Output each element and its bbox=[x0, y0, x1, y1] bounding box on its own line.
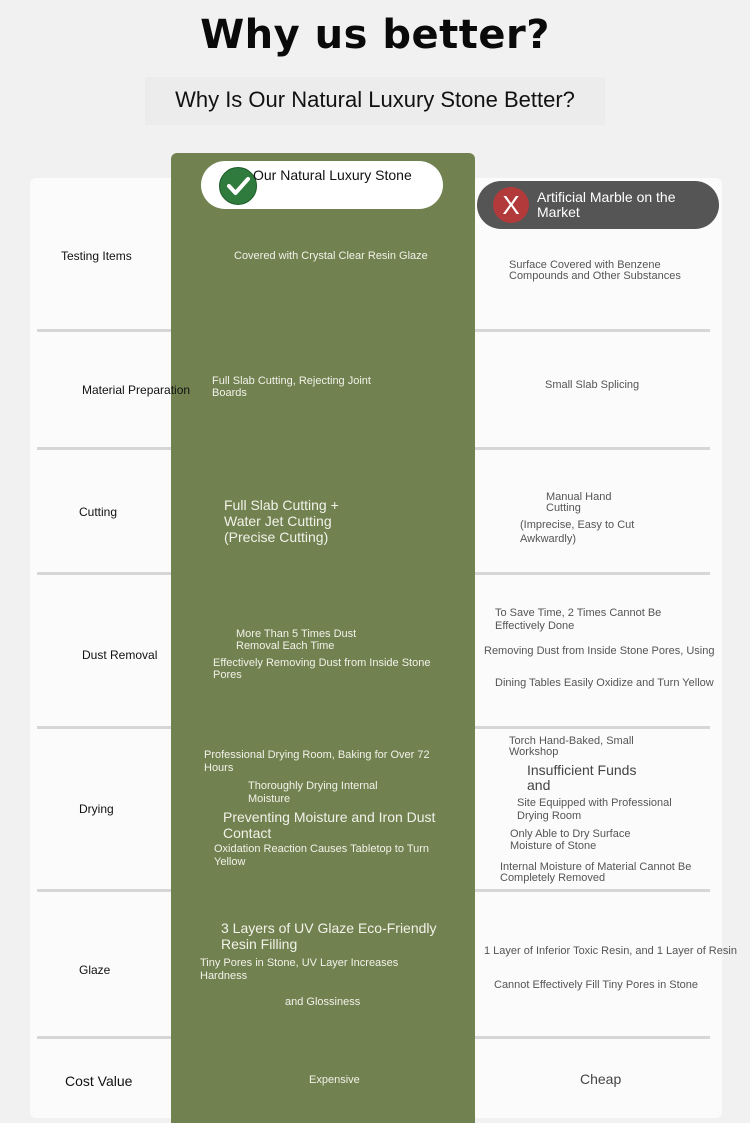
theirs-cell: 1 Layer of Inferior Toxic Resin, and 1 Layer of Resin bbox=[484, 946, 737, 957]
theirs-cell: Internal Moisture of Material Cannot Be Completely Removed bbox=[500, 861, 692, 884]
row-label-glaze: Glaze bbox=[79, 963, 111, 977]
theirs-cell: Site Equipped with Professional Drying Room bbox=[517, 797, 672, 822]
ours-cell: Covered with Crystal Clear Resin Glaze bbox=[234, 250, 428, 262]
theirs-cell: Cheap bbox=[580, 1071, 622, 1087]
our-stone-header-label: Our Natural Luxury Stone bbox=[253, 167, 412, 183]
theirs-cell: Removing Dust from Inside Stone Pores, Using bbox=[484, 645, 715, 657]
ours-cell: and Glossiness bbox=[285, 996, 361, 1008]
row-label-testing-items: Testing Items bbox=[61, 249, 132, 263]
cross-icon: X bbox=[493, 187, 529, 223]
theirs-cell: Torch Hand-Baked, Small Workshop bbox=[509, 735, 634, 758]
row-label-dust-removal: Dust Removal bbox=[82, 648, 158, 662]
theirs-cell: Only Able to Dry Surface Moisture of Stone bbox=[510, 828, 631, 852]
ours-cell: More Than 5 Times Dust Removal Each Time bbox=[236, 628, 357, 652]
theirs-cell: Insufficient Funds and bbox=[527, 762, 637, 793]
artificial-marble-header-label: Artificial Marble on the Market bbox=[537, 189, 676, 220]
ours-cell: Thoroughly Drying Internal Moisture bbox=[248, 780, 378, 805]
ours-cell: Oxidation Reaction Causes Tabletop to Turn Yellow bbox=[214, 843, 430, 868]
theirs-cell: Small Slab Splicing bbox=[545, 379, 640, 391]
ours-cell: Professional Drying Room, Baking for Over 72 Hours bbox=[204, 749, 430, 774]
ours-cell: Effectively Removing Dust from Inside Stone Pores bbox=[213, 657, 431, 681]
row-label-cutting: Cutting bbox=[79, 505, 118, 519]
theirs-cell: To Save Time, 2 Times Cannot Be Effectively Done bbox=[495, 607, 662, 632]
theirs-cell: (Imprecise, Easy to Cut Awkwardly) bbox=[520, 519, 635, 545]
ours-cell: 3 Layers of UV Glaze Eco-Friendly Resin Filling bbox=[221, 920, 437, 952]
ours-cell: Tiny Pores in Stone, UV Layer Increases Hardness bbox=[200, 957, 399, 982]
theirs-cell: Cannot Effectively Fill Tiny Pores in Stone bbox=[494, 979, 699, 991]
checkmark-icon bbox=[219, 167, 257, 205]
theirs-cell: Dining Tables Easily Oxidize and Turn Yellow bbox=[495, 677, 714, 689]
theirs-cell: Surface Covered with Benzene Compounds and Other Substances bbox=[509, 259, 681, 282]
theirs-cell: Manual Hand Cutting bbox=[546, 491, 612, 514]
row-label-material-preparation: Material Preparation bbox=[82, 383, 191, 397]
page-subtitle: Why Is Our Natural Luxury Stone Better? bbox=[175, 87, 575, 112]
ours-cell: Full Slab Cutting + Water Jet Cutting (Precise Cutting) bbox=[224, 497, 339, 545]
ours-cell: Expensive bbox=[309, 1074, 360, 1086]
row-label-cost-value: Cost Value bbox=[65, 1073, 133, 1089]
ours-cell: Full Slab Cutting, Rejecting Joint Boards bbox=[212, 375, 371, 399]
ours-cell: Preventing Moisture and Iron Dust Contact bbox=[223, 809, 436, 841]
row-label-drying: Drying bbox=[79, 802, 114, 816]
page-title: Why us better? bbox=[200, 12, 550, 58]
